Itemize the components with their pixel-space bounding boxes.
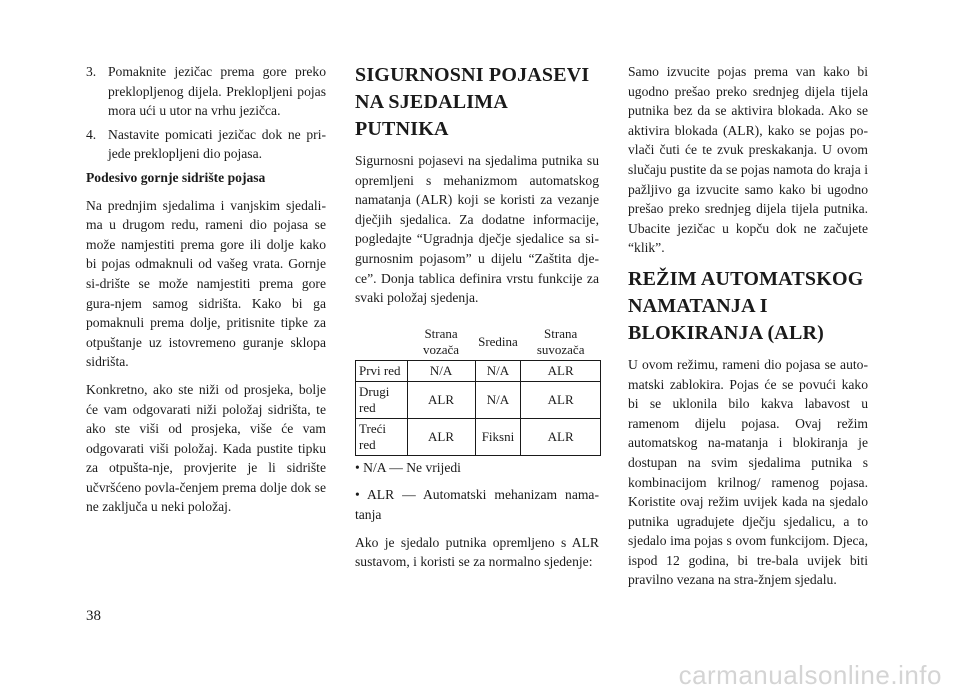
table-cell: N/A [475, 360, 521, 381]
body-paragraph: Konkretno, ako ste niži od prosjeka, bolje će vam odgovarati niži položaj sidrišta, te ako ste viši od prosjeka, više će vam odgovarati viši položaj. Kada pustite tipku za otpušta-nje, provjerite je li sidrište učvršćeno povla-čenjem prema dolje dok se ne zaključa u neki položaj. [86, 381, 326, 515]
table-cell: ALR [407, 381, 475, 418]
body-paragraph: Samo izvucite pojas prema van kako bi ugodno prešao preko srednjeg dijela tijela putnika bez da se aktivira blokada. Ako se aktivira blokada (ALR), kako se pojas po-vlači čuti će te zvuk preskakanja. U ovom slučaju pustite da se pojas namota do kraja i pažljivo ga izvucite samo kako bi ugodno prešao preko srednjeg dijela tijela putnika. Ubacite jezičac u kopču dok ne začujete “klik”. [628, 64, 868, 256]
table-cell: ALR [407, 418, 475, 455]
right-column [628, 62, 868, 598]
section-subheading: Podesivo gornje sidrište pojasa [86, 169, 266, 185]
table-header-cell: Sredina [475, 324, 521, 361]
table-row [356, 360, 601, 381]
table-cell: ALR [521, 360, 601, 381]
numbered-step [86, 62, 326, 121]
legend-item: • ALR — Automatski mehanizam nama-tanja [355, 487, 599, 522]
table-row-header: Drugi red [356, 381, 408, 418]
table-corner-cell [356, 324, 408, 361]
table-row-header: Prvi red [356, 360, 408, 381]
table-header-cell: Strana suvozača [521, 324, 601, 361]
numbered-step [86, 125, 326, 164]
legend-item: • N/A — Ne vrijedi [355, 459, 461, 475]
table-cell: N/A [475, 381, 521, 418]
table-cell: Fiksni [475, 418, 521, 455]
watermark: carmanualsonline.info [678, 660, 942, 690]
step-text: Nastavite pomicati jezičac dok ne pri-jede preklopljeni dio pojasa. [108, 126, 326, 162]
table-header-row [356, 324, 601, 361]
body-paragraph: Ako je sjedalo putnika opremljeno s ALR sustavom, i koristi se za normalno sjedenje: [355, 534, 599, 570]
table-header-cell: Strana vozača [407, 324, 475, 361]
page-number: 38 [86, 608, 101, 624]
seat-function-table [355, 324, 601, 456]
table-row [356, 381, 601, 418]
body-paragraph: U ovom režimu, rameni dio pojasa se auto-matski zablokira. Pojas će se povući kako bi se uklonila bilo kakva labavost u ramenom dijelu pojasa. Ovaj režim automatskog na-matanja i blokiranja je dostupan na svim sjedalima putnika s kombinacijom krilnog/ ramenog pojasa. Koristite ovaj režim uvijek kada na sjedalo putnika ugradujete dječju sjedalicu, a to sjedalo ima pojas s ovom funkcijom. Djeca, ispod 12 godina, bi tre-bala uvijek biti pravilno vezana na stra-žnjem sjedalu. [628, 356, 868, 588]
step-text: Pomaknite jezičac prema gore preko preklopljenog dijela. Preklopljeni pojas mora ući u utor na vrhu jezičca. [108, 64, 326, 119]
middle-column [355, 62, 599, 580]
step-number: 4. [86, 126, 97, 142]
section-heading: REŽIM AUTOMATSKOG NAMATANJA I BLOKIRANJA (ALR) [628, 267, 864, 344]
body-paragraph: Na prednjim sjedalima i vanjskim sjedali-ma u drugom redu, rameni dio pojasa se može namjestiti prema gore ili dolje kako bi pojas odmaknuli od vašeg vrata. Gornje si-drište se može namjestiti prema gore gura-njem samog sidrišta. Kako bi ga pomaknuli prema dolje, pritisnite tipke za otpuštanje uz istovremeno guranje sklopa sidrišta. [86, 197, 326, 370]
table-cell: ALR [521, 381, 601, 418]
table-row [356, 418, 601, 455]
table-row-header: Treći red [356, 418, 408, 455]
step-number: 3. [86, 64, 97, 79]
section-heading: SIGURNOSNI POJASEVI NA SJEDALIMA PUTNIKA [355, 64, 590, 140]
table-cell: N/A [407, 360, 475, 381]
table-cell: ALR [521, 418, 601, 455]
body-paragraph: Sigurnosni pojasevi na sjedalima putnika su opremljeni s mehanizmom automatskog namatanja (ALR) koji se koristi za vezanje dječjih sjedalica. Za dodatne informacije, pogledajte “Ugradnja dječje sjedalice sa si-gurnosnim pojasom” u dijelu “Zaštita dje-ce”. Donja tablica definira vrstu funkcije za svaki položaj sjedenja. [355, 153, 599, 306]
left-column [86, 62, 326, 525]
